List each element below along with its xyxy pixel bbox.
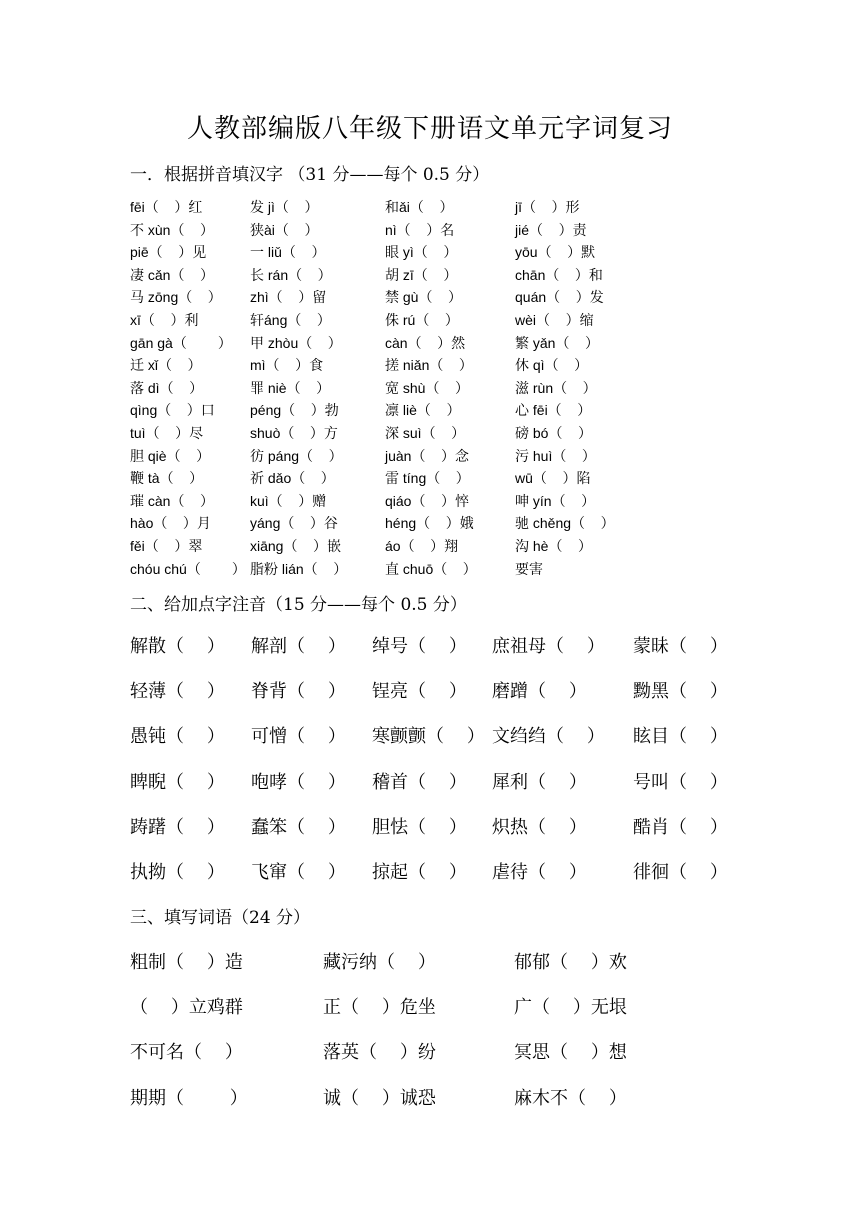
phonetic-item: 咆哮（ ） [251,771,346,793]
phonetic-item: 执拗（ ） [130,862,225,883]
pinyin-item: 休 qì（ ） [515,357,589,374]
pinyin-item: 彷 páng（ ） [250,447,343,464]
pinyin-item: áo（ ）翔 [385,538,459,554]
pinyin-item: fēi（ ）红 [130,199,203,215]
pinyin-item: 深 suì（ ） [385,425,466,441]
phonetic-item: 炽热（ ） [492,816,587,838]
pinyin-item: péng（ ）勃 [250,402,339,419]
pinyin-item: chān（ ）和 [515,266,603,283]
phonetic-item: 蠢笨（ ） [251,816,346,838]
pinyin-item: wèi（ ）缩 [515,312,594,328]
pinyin-item: wū（ ）陷 [515,470,591,487]
pinyin-item: 长 rán（ ） [250,266,332,283]
pinyin-item: 胆 qiè（ ） [130,447,211,464]
pinyin-item: 一 liǔ（ ） [250,244,326,261]
page-title: 人教部编版八年级下册语文单元字词复习 [186,114,673,144]
pinyin-item: 轩áng（ ） [250,312,331,328]
pinyin-item: qìng（ ）口 [130,402,215,419]
pinyin-item: 沟 hè（ ） [515,538,593,554]
pinyin-item: chóu chú（ ） [130,560,246,577]
pinyin-item: 鞭 tà（ ） [130,470,204,487]
phonetic-item: 稽首（ ） [372,771,467,793]
idiom-item: 落英（ ）纷 [323,1042,436,1064]
pinyin-item: qiáo（ ）悴 [385,492,470,509]
phonetic-item: 睥睨（ ） [130,771,225,793]
pinyin-item: hào（ ）月 [130,515,211,532]
pinyin-item: 不 xùn（ ） [130,221,215,238]
pinyin-item: xiāng（ ）嵌 [250,538,342,554]
pinyin-item: 马 zōng（ ） [130,289,222,306]
pinyin-item: 眼 yì（ ） [385,244,458,261]
pinyin-item: 雷 tíng（ ） [385,470,470,487]
pinyin-item: 驰 chěng（ ） [515,515,615,532]
pinyin-item: 禁 gù（ ） [385,289,463,306]
phonetic-item: 可憎（ ） [251,726,346,748]
phonetic-item: 掠起（ ） [372,862,467,883]
pinyin-item: 宽 shù（ ） [385,379,470,396]
phonetic-item: 解剖（ ） [251,636,346,657]
pinyin-item: juàn（ ）念 [385,447,470,464]
pinyin-item: xī（ ）利 [130,312,199,328]
idiom-item: 郁郁（ ）欢 [514,952,627,973]
pinyin-item: héng（ ）娥 [385,515,474,532]
pinyin-item: 发 jì（ ） [250,199,319,215]
phonetic-item: 寒颤颤（ ） [372,726,485,748]
phonetic-item: 解散（ ） [130,636,225,657]
pinyin-item: 呻 yín（ ） [515,492,596,509]
pinyin-item: 繁 yǎn（ ） [515,334,600,351]
pinyin-item: yōu（ ）默 [515,244,596,261]
idiom-item: （ ）立鸡群 [130,997,243,1019]
phonetic-item: 愚钝（ ） [130,726,225,748]
phonetic-item: 眩目（ ） [633,726,728,748]
pinyin-item: 凛 liè（ ） [385,402,461,419]
pinyin-item: 落 dì（ ） [130,379,204,396]
phonetic-item: 轻薄（ ） [130,681,225,703]
pinyin-item: gān gà（ ） [130,334,232,351]
pinyin-item: 甲 zhòu（ ） [250,334,342,351]
pinyin-item: 狭ài（ ） [250,221,319,238]
pinyin-item: càn（ ）然 [385,334,466,351]
phonetic-item: 飞窜（ ） [251,862,346,883]
idiom-item: 粗制（ ）造 [130,952,243,973]
pinyin-item: yáng（ ）谷 [250,515,338,532]
phonetic-item: 犀利（ ） [492,771,587,793]
phonetic-item: 踌躇（ ） [130,816,225,838]
phonetic-item: 酷肖（ ） [633,816,728,838]
pinyin-item: 罪 niè（ ） [250,379,331,396]
pinyin-item: 祈 dǎo（ ） [250,470,335,487]
pinyin-item: jī（ ）形 [515,199,580,215]
idiom-item: 广（ ）无垠 [514,997,627,1019]
pinyin-item: shuò（ ）方 [250,425,338,441]
pinyin-item: fěi（ ）翠 [130,538,203,554]
pinyin-item: 要害 [515,560,543,577]
idiom-item: 麻木不（ ） [514,1087,627,1109]
phonetic-item: 文绉绉（ ） [492,726,605,748]
section1-heading: 一．根据拼音填汉字 （31 分——每个 0.5 分） [130,165,490,185]
idiom-item: 正（ ）危坐 [323,997,436,1019]
pinyin-item: 璀 càn（ ） [130,492,215,509]
idiom-item: 诚（ ）诚恐 [323,1087,436,1109]
pinyin-item: tuì（ ）尽 [130,425,204,441]
pinyin-item: 侏 rú（ ） [385,312,459,328]
phonetic-item: 磨蹭（ ） [492,681,587,703]
pinyin-item: mì（ ）食 [250,357,324,374]
pinyin-item: 磅 bó（ ） [515,425,593,441]
phonetic-item: 绰号（ ） [372,636,467,657]
pinyin-item: quán（ ）发 [515,289,604,306]
pinyin-item: 滋 rùn（ ） [515,379,597,396]
pinyin-item: 胡 zī（ ） [385,266,458,283]
phonetic-item: 蒙昧（ ） [633,636,728,657]
phonetic-item: 锃亮（ ） [372,681,467,703]
pinyin-item: 迁 xǐ（ ） [130,357,202,374]
pinyin-item: nì（ ）名 [385,221,455,238]
pinyin-item: jié（ ）责 [515,221,587,238]
pinyin-item: piē（ ）见 [130,244,207,261]
pinyin-item: kuì（ ）赠 [250,492,327,509]
pinyin-item: 心 fēi（ ） [515,402,592,419]
phonetic-item: 号叫（ ） [633,771,728,793]
pinyin-item: zhì（ ）留 [250,289,327,306]
section3-heading: 三、填写词语（24 分） [130,908,311,928]
phonetic-item: 黝黑（ ） [633,681,728,703]
pinyin-item: 凄 cǎn（ ） [130,266,215,283]
idiom-item: 藏污纳（ ） [323,952,436,973]
pinyin-item: 直 chuō（ ） [385,560,477,577]
phonetic-item: 庶祖母（ ） [492,636,605,657]
idiom-item: 不可名（ ） [130,1042,243,1064]
section2-heading: 二、给加点字注音（15 分——每个 0.5 分） [130,595,467,615]
pinyin-item: 脂粉 lián（ ） [250,560,348,577]
phonetic-item: 虐待（ ） [492,862,587,883]
idiom-item: 冥思（ ）想 [514,1042,627,1064]
phonetic-item: 徘徊（ ） [633,862,728,883]
pinyin-item: 污 huì（ ） [515,447,596,464]
phonetic-item: 脊背（ ） [251,681,346,703]
idiom-item: 期期（ ） [130,1087,248,1109]
pinyin-item: 搓 niǎn（ ） [385,357,473,374]
phonetic-item: 胆怯（ ） [372,816,467,838]
pinyin-item: 和ǎi（ ） [385,199,454,215]
